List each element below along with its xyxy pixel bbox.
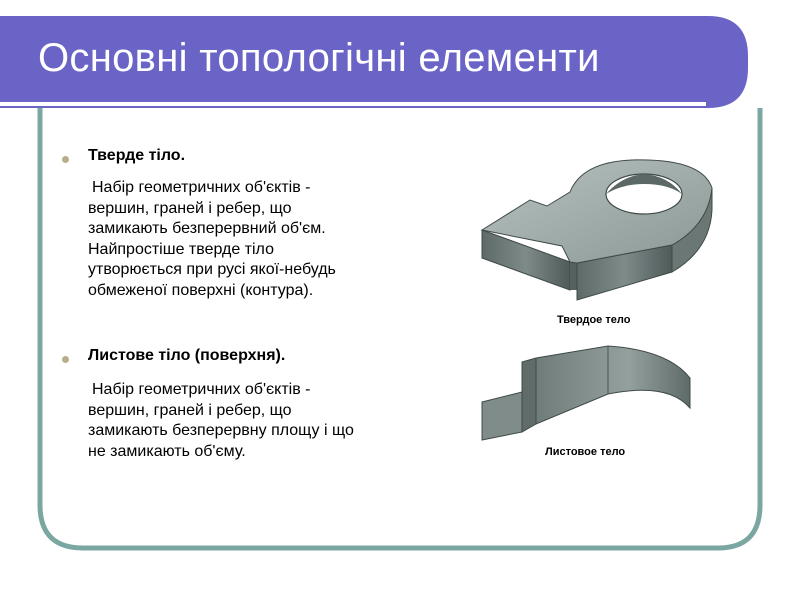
text-line: обмеженої поверхні (контура).	[88, 281, 314, 299]
item-description-solid	[88, 178, 336, 301]
sheet-body-caption: Листовое тело	[545, 446, 626, 458]
text-line: замикають безперервну площу і що	[88, 422, 354, 439]
text-line: Набір геометричних об'єктів -	[92, 381, 311, 398]
text-line: Набір геометричних об'єктів -	[92, 179, 311, 196]
text-line: вершин, граней і ребер, що	[88, 401, 292, 419]
sheet-body-image	[478, 342, 698, 442]
bullet-dot	[62, 356, 69, 363]
page-title: Основні топологічні елементи	[38, 36, 600, 80]
title-underline	[0, 102, 706, 106]
item-heading-solid: Тверде тіло.	[88, 147, 186, 164]
text-line: замикають безперервний об'єм.	[88, 220, 326, 237]
text-line: вершин, граней і ребер, що	[88, 199, 292, 217]
text-line: утворюється при русі якої-небудь	[88, 261, 336, 278]
solid-body-image	[472, 150, 722, 310]
bullet-dot	[62, 156, 69, 163]
solid-body-caption: Твердое тело	[557, 314, 631, 326]
text-line: не замикають об'єму.	[88, 442, 246, 460]
item-heading-sheet: Листове тіло (поверхня).	[88, 347, 286, 364]
item-description-sheet	[88, 380, 354, 462]
text-line: Найпростіше тверде тіло	[88, 240, 274, 258]
